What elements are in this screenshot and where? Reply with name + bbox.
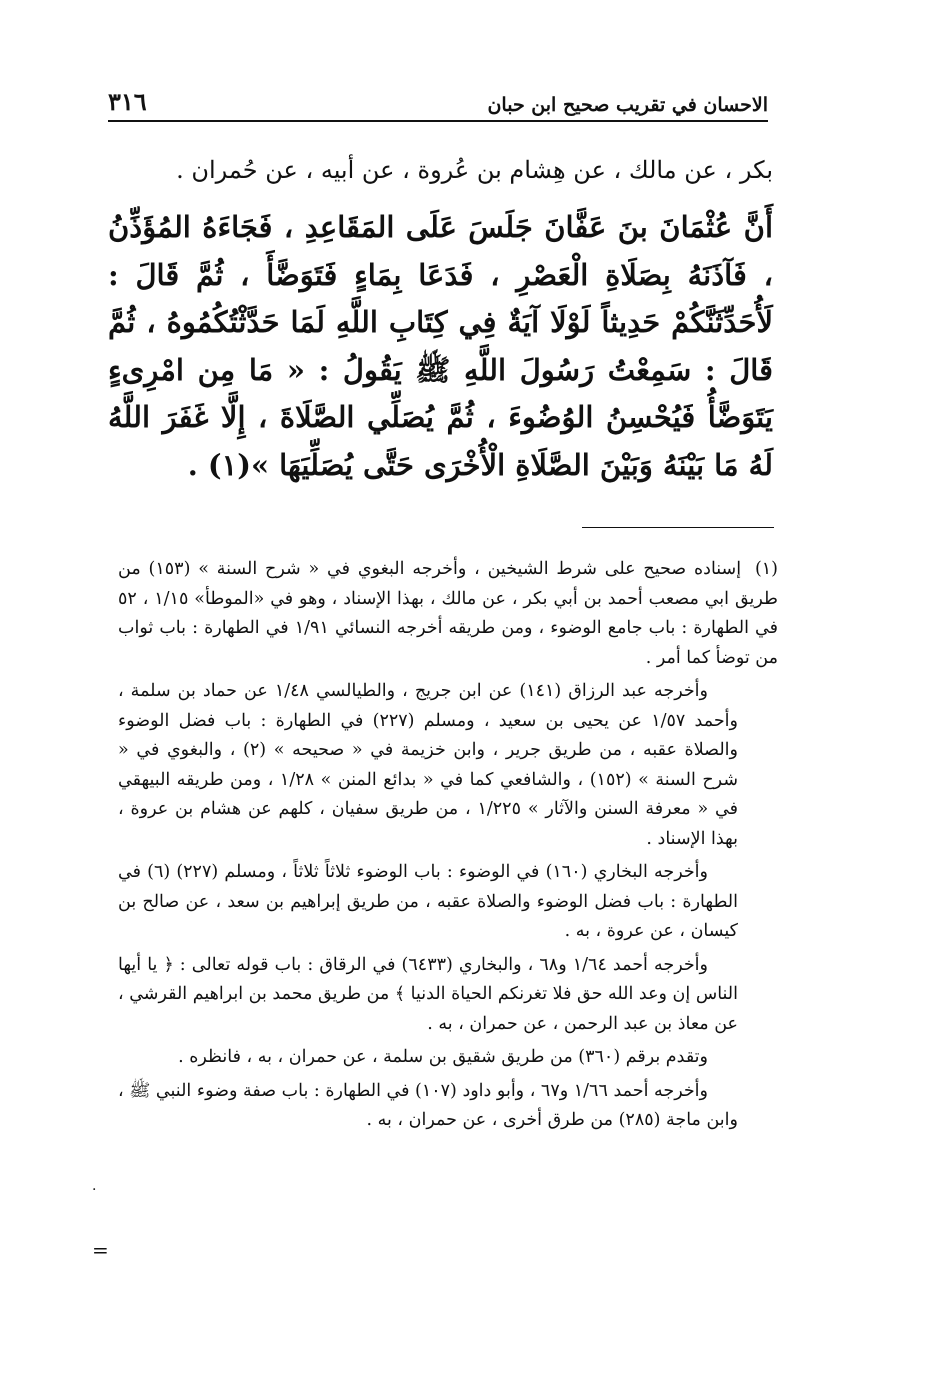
footnote-marker: (١) — [754, 559, 778, 579]
page-number: ٣١٦ — [108, 87, 147, 116]
footnote-separator — [582, 527, 774, 528]
page-header — [108, 86, 768, 116]
header-rule — [108, 120, 768, 122]
running-title: الاحسان في تقريب صحيح ابن حبان — [487, 94, 768, 116]
footnote-1 — [118, 555, 778, 673]
hadith-text: أَنَّ عُثْمَانَ بنَ عَفَّانَ جَلَسَ عَلَى المَقَاعِدِ ، فَجَاءَهُ المُؤَذِّنُ ، فَآذَنَهُ بِصَلَاةِ الْعَصْرِ ، فَدَعَا بِمَاءٍ فَتَوَضَّأَ ، ثُمَّ قَالَ : لَأُحَدِّثَنَّكُمْ حَدِيثاً لَوْلَا آيَةٌ فِي كِتَابِ اللَّهِ لَمَا حَدَّثْتُكُمُوهُ ، ثُمَّ قَالَ : سَمِعْتُ رَسُولَ اللَّهِ ﷺ يَقُولُ : « مَا مِن امْرِىءٍ يَتَوَضَّأُ فَيُحْسِنُ الوُضُوءَ ، ثُمَّ يُصَلِّي الصَّلَاةَ ، إِلَّا غَفَرَ اللَّهُ لَهُ مَا بَيْنَهُ وَبَيْنَ الصَّلَاةِ الْأُخْرَى حَتَّى يُصَلِّيَهَا »(١) . — [108, 210, 773, 482]
continuation-mark: = — [92, 1238, 109, 1262]
footnote-paragraph: وأخرجه عبد الرزاق (١٤١) عن ابن جريج ، والطيالسي ١/٤٨ عن حماد بن سلمة ، وأحمد ١/٥٧ عن يحيى بن سعيد ، ومسلم (٢٢٧) في الطهارة : باب فضل الوضوء والصلاة عقبه ، من طريق جرير ، وابن خزيمة في « صحيحه » (٢) ، والبغوي في « شرح السنة » (١٥٢) ، والشافعي كما في « بدائع المنن » ١/٢٨ ، ومن طريقه البيهقي في « معرفة السنن والآثار » ١/٢٢٥ ، من طريق سفيان ، كلهم عن هشام بن عروة ، بهذا الإسناد . — [118, 681, 738, 849]
isnad-line: بكر ، عن مالك ، عن هِشام بن عُروة ، عن أبيه ، عن حُمران . — [176, 156, 773, 184]
footnote-paragraph: وأخرجه أحمد ١/٦٦ و٦٧ ، وأبو داود (١٠٧) في الطهارة : باب صفة وضوء النبي ﷺ ، وابن ماجة (٢٨٥) من طرق أخرى ، عن حمران ، به . — [118, 1080, 738, 1130]
footnote-1-text: إسناده صحيح على شرط الشيخين ، وأخرجه البغوي في « شرح السنة » (١٥٣) من طريق ابي مصعب أحمد بن أبي بكر ، عن مالك ، بهذا الإسناد ، وهو في «الموطأ» ١/١٥ ، ٥٢ في الطهارة : باب جامع الوضوء ، ومن طريقه أخرجه النسائي ١/٩١ في الطهارة : باب ثواب من توضأ كما أمر . — [118, 559, 778, 668]
scan-mark: · — [92, 1182, 97, 1198]
footnote-paragraph: وتقدم برقم (٣٦٠) من طريق شقيق بن سلمة ، عن حمران ، به ، فانظره . — [178, 1047, 708, 1067]
footnote-paragraph: وأخرجه أحمد ١/٦٤ و٦٨ ، والبخاري (٦٤٣٣) في الرقاق : باب قوله تعالى : ﴿ يا أيها الناس إن وعد الله حق فلا تغرنكم الحياة الدنيا ﴾ من طريق محمد بن ابراهيم القرشي ، عن معاذ بن عبد الرحمن ، عن حمران ، به . — [117, 954, 738, 1034]
footnotes — [118, 555, 778, 1140]
footnote-paragraph: وأخرجه البخاري (١٦٠) في الوضوء : باب الوضوء ثلاثاً ثلاثاً ، ومسلم (٢٢٧) (٦) في الطهارة : باب فضل الوضوء والصلاة عقبه ، من طريق إبراهيم بن سعد ، عن صالح بن كيسان ، عن عروة ، به . — [118, 862, 738, 941]
main-text — [108, 150, 773, 489]
